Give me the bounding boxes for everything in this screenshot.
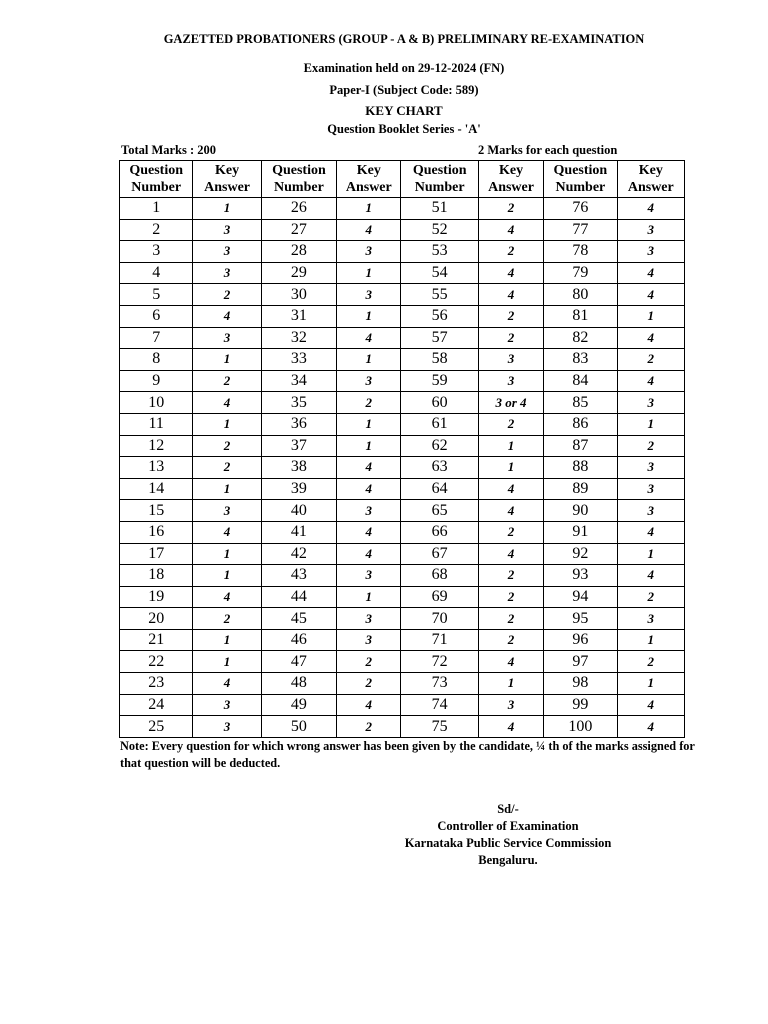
question-number-cell: 24: [120, 694, 193, 716]
question-number-cell: 88: [544, 457, 617, 479]
question-number-cell: 40: [261, 500, 336, 522]
question-number-cell: 53: [401, 241, 478, 263]
question-number-cell: 60: [401, 392, 478, 414]
question-number-cell: 22: [120, 651, 193, 673]
question-number-cell: 59: [401, 370, 478, 392]
question-number-cell: 44: [261, 586, 336, 608]
question-number-cell: 68: [401, 565, 478, 587]
key-answer-cell: 2: [337, 651, 401, 673]
question-number-cell: 26: [261, 198, 336, 220]
key-answer-cell: 1: [193, 413, 261, 435]
key-answer-cell: 1: [337, 435, 401, 457]
key-answer-cell: 3: [337, 284, 401, 306]
question-number-cell: 76: [544, 198, 617, 220]
question-number-cell: 25: [120, 716, 193, 738]
question-number-cell: 79: [544, 262, 617, 284]
key-answer-cell: 3: [337, 370, 401, 392]
table-row: [120, 370, 685, 392]
key-answer-cell: 2: [478, 608, 543, 630]
question-number-cell: 28: [261, 241, 336, 263]
key-answer-cell: 3: [337, 565, 401, 587]
question-number-cell: 57: [401, 327, 478, 349]
key-answer-cell: 3: [478, 370, 543, 392]
key-answer-cell: 4: [617, 565, 684, 587]
table-row: [120, 586, 685, 608]
question-number-cell: 65: [401, 500, 478, 522]
table-header-row: [120, 161, 685, 198]
key-chart-heading: KEY CHART: [365, 103, 443, 118]
key-answer-cell: 2: [478, 629, 543, 651]
key-answer-cell: 1: [478, 435, 543, 457]
key-answer-cell: 1: [478, 673, 543, 695]
table-row: [120, 305, 685, 327]
table-row: [120, 392, 685, 414]
question-number-header: Question Number: [120, 161, 193, 198]
key-answer-cell: 2: [478, 198, 543, 220]
key-answer-cell: 3: [617, 478, 684, 500]
key-answer-cell: 1: [617, 305, 684, 327]
question-number-cell: 70: [401, 608, 478, 630]
key-answer-cell: 4: [617, 284, 684, 306]
question-number-cell: 95: [544, 608, 617, 630]
key-answer-cell: 3: [337, 608, 401, 630]
question-number-cell: 77: [544, 219, 617, 241]
question-number-cell: 63: [401, 457, 478, 479]
key-answer-cell: 4: [337, 521, 401, 543]
question-number-cell: 51: [401, 198, 478, 220]
key-answer-cell: 2: [478, 565, 543, 587]
question-number-cell: 81: [544, 305, 617, 327]
question-number-cell: 7: [120, 327, 193, 349]
key-answer-cell: 2: [478, 305, 543, 327]
key-answer-cell: 4: [193, 673, 261, 695]
key-answer-cell: 4: [617, 262, 684, 284]
key-answer-cell: 1: [478, 457, 543, 479]
signatory-designation: Controller of Examination: [437, 819, 579, 833]
marks-per-question: 2 Marks for each question: [478, 143, 618, 157]
table-row: [120, 435, 685, 457]
question-number-cell: 93: [544, 565, 617, 587]
table-row: [120, 413, 685, 435]
key-answer-cell: 3: [478, 349, 543, 371]
key-answer-cell: 3: [617, 500, 684, 522]
key-answer-cell: 1: [337, 349, 401, 371]
question-number-cell: 91: [544, 521, 617, 543]
question-number-cell: 5: [120, 284, 193, 306]
question-number-cell: 17: [120, 543, 193, 565]
key-answer-cell: 1: [193, 565, 261, 587]
question-number-cell: 3: [120, 241, 193, 263]
key-answer-cell: 3: [337, 629, 401, 651]
table-row: [120, 198, 685, 220]
key-answer-cell: 4: [617, 370, 684, 392]
question-number-cell: 69: [401, 586, 478, 608]
key-answer-header: Key Answer: [478, 161, 543, 198]
question-number-cell: 48: [261, 673, 336, 695]
question-number-cell: 42: [261, 543, 336, 565]
key-answer-cell: 4: [617, 198, 684, 220]
question-number-cell: 6: [120, 305, 193, 327]
question-number-cell: 11: [120, 413, 193, 435]
key-answer-cell: 2: [617, 651, 684, 673]
key-answer-cell: 4: [337, 543, 401, 565]
key-answer-cell: 2: [478, 241, 543, 263]
key-answer-cell: 1: [617, 543, 684, 565]
key-answer-cell: 4: [193, 521, 261, 543]
question-number-cell: 66: [401, 521, 478, 543]
key-answer-cell: 2: [617, 586, 684, 608]
question-number-cell: 55: [401, 284, 478, 306]
question-number-cell: 84: [544, 370, 617, 392]
key-answer-cell: 3: [193, 694, 261, 716]
key-answer-cell: 2: [478, 521, 543, 543]
key-answer-cell: 3: [193, 262, 261, 284]
question-number-cell: 14: [120, 478, 193, 500]
question-number-cell: 90: [544, 500, 617, 522]
key-answer-cell: 3: [193, 500, 261, 522]
question-number-cell: 33: [261, 349, 336, 371]
key-answer-cell: 2: [337, 673, 401, 695]
key-answer-cell: 4: [337, 694, 401, 716]
signature-sd: Sd/-: [497, 802, 519, 816]
key-answer-header: Key Answer: [337, 161, 401, 198]
key-answer-cell: 1: [193, 349, 261, 371]
question-number-cell: 75: [401, 716, 478, 738]
question-number-cell: 97: [544, 651, 617, 673]
question-number-cell: 49: [261, 694, 336, 716]
key-answer-header: Key Answer: [617, 161, 684, 198]
question-number-cell: 52: [401, 219, 478, 241]
question-number-cell: 15: [120, 500, 193, 522]
table-row: [120, 219, 685, 241]
question-number-cell: 27: [261, 219, 336, 241]
key-answer-cell: 2: [337, 716, 401, 738]
question-number-cell: 18: [120, 565, 193, 587]
key-answer-cell: 1: [337, 586, 401, 608]
question-number-cell: 23: [120, 673, 193, 695]
key-answer-cell: 4: [478, 543, 543, 565]
table-row: [120, 327, 685, 349]
key-answer-table: [119, 160, 685, 738]
question-number-cell: 38: [261, 457, 336, 479]
question-number-cell: 71: [401, 629, 478, 651]
key-answer-cell: 1: [337, 413, 401, 435]
key-answer-cell: 2: [193, 435, 261, 457]
table-row: [120, 478, 685, 500]
question-number-cell: 56: [401, 305, 478, 327]
table-row: [120, 543, 685, 565]
question-number-cell: 41: [261, 521, 336, 543]
question-number-cell: 78: [544, 241, 617, 263]
question-number-cell: 92: [544, 543, 617, 565]
key-answer-cell: 4: [478, 478, 543, 500]
key-answer-header: Key Answer: [193, 161, 261, 198]
key-answer-cell: 4: [478, 500, 543, 522]
key-answer-cell: 3: [617, 392, 684, 414]
key-answer-cell: 4: [617, 716, 684, 738]
table-row: [120, 457, 685, 479]
key-answer-cell: 2: [478, 413, 543, 435]
question-number-cell: 1: [120, 198, 193, 220]
paper-subject-code: Paper-I (Subject Code: 589): [329, 83, 479, 97]
key-answer-cell: 1: [193, 629, 261, 651]
key-answer-cell: 2: [617, 349, 684, 371]
key-answer-cell: 3 or 4: [478, 392, 543, 414]
key-answer-cell: 1: [193, 198, 261, 220]
question-number-cell: 87: [544, 435, 617, 457]
question-number-cell: 80: [544, 284, 617, 306]
table-row: [120, 349, 685, 371]
question-number-header: Question Number: [401, 161, 478, 198]
table-row: [120, 629, 685, 651]
key-answer-cell: 3: [193, 716, 261, 738]
total-marks: Total Marks : 200: [121, 143, 217, 157]
key-answer-cell: 2: [478, 327, 543, 349]
key-answer-cell: 2: [478, 586, 543, 608]
table-row: [120, 694, 685, 716]
key-answer-cell: 1: [617, 629, 684, 651]
table-row: [120, 673, 685, 695]
signatory-place: Bengaluru.: [478, 853, 538, 867]
question-number-cell: 9: [120, 370, 193, 392]
question-number-cell: 83: [544, 349, 617, 371]
question-number-cell: 86: [544, 413, 617, 435]
question-number-cell: 89: [544, 478, 617, 500]
key-answer-cell: 3: [337, 500, 401, 522]
key-answer-cell: 3: [617, 608, 684, 630]
question-number-cell: 13: [120, 457, 193, 479]
key-answer-cell: 4: [617, 327, 684, 349]
document-title: GAZETTED PROBATIONERS (GROUP - A & B) PRELIMINARY RE-EXAMINATION: [163, 32, 645, 46]
table-row: [120, 262, 685, 284]
question-number-cell: 100: [544, 716, 617, 738]
key-answer-cell: 4: [478, 219, 543, 241]
question-number-cell: 37: [261, 435, 336, 457]
question-number-cell: 8: [120, 349, 193, 371]
key-answer-cell: 3: [193, 219, 261, 241]
question-number-cell: 4: [120, 262, 193, 284]
question-number-cell: 43: [261, 565, 336, 587]
key-answer-cell: 3: [337, 241, 401, 263]
table-row: [120, 716, 685, 738]
key-answer-cell: 4: [337, 327, 401, 349]
question-number-cell: 2: [120, 219, 193, 241]
question-number-cell: 74: [401, 694, 478, 716]
question-number-cell: 54: [401, 262, 478, 284]
key-answer-cell: 2: [337, 392, 401, 414]
question-number-cell: 16: [120, 521, 193, 543]
deduction-note: Note: Every question for which wrong answer has been given by the candidate, ¼ th of the marks assigned for that question will be deducted.: [120, 739, 695, 770]
key-answer-cell: 4: [193, 305, 261, 327]
question-number-cell: 99: [544, 694, 617, 716]
question-number-cell: 85: [544, 392, 617, 414]
key-answer-cell: 1: [337, 305, 401, 327]
table-row: [120, 565, 685, 587]
key-answer-cell: 1: [337, 198, 401, 220]
table-row: [120, 500, 685, 522]
key-answer-cell: 4: [337, 219, 401, 241]
question-number-cell: 36: [261, 413, 336, 435]
question-number-cell: 67: [401, 543, 478, 565]
question-number-cell: 34: [261, 370, 336, 392]
table-row: [120, 608, 685, 630]
question-number-cell: 10: [120, 392, 193, 414]
key-answer-cell: 4: [478, 262, 543, 284]
question-number-cell: 39: [261, 478, 336, 500]
key-answer-cell: 4: [617, 694, 684, 716]
key-answer-cell: 3: [193, 327, 261, 349]
key-answer-cell: 2: [193, 284, 261, 306]
key-answer-cell: 4: [337, 478, 401, 500]
table-row: [120, 651, 685, 673]
question-number-cell: 73: [401, 673, 478, 695]
question-number-cell: 45: [261, 608, 336, 630]
key-answer-cell: 3: [193, 241, 261, 263]
key-answer-cell: 4: [478, 651, 543, 673]
key-answer-cell: 1: [617, 413, 684, 435]
question-number-header: Question Number: [261, 161, 336, 198]
question-number-cell: 20: [120, 608, 193, 630]
key-answer-cell: 1: [337, 262, 401, 284]
exam-date: Examination held on 29-12-2024 (FN): [303, 61, 505, 75]
key-answer-cell: 2: [193, 370, 261, 392]
key-answer-cell: 2: [193, 457, 261, 479]
key-answer-cell: 4: [193, 586, 261, 608]
question-number-cell: 72: [401, 651, 478, 673]
key-answer-cell: 4: [617, 521, 684, 543]
booklet-series: Question Booklet Series - 'A': [327, 122, 481, 136]
key-answer-cell: 3: [617, 241, 684, 263]
question-number-cell: 32: [261, 327, 336, 349]
key-answer-cell: 1: [193, 478, 261, 500]
key-answer-cell: 1: [193, 543, 261, 565]
question-number-cell: 19: [120, 586, 193, 608]
table-row: [120, 241, 685, 263]
key-answer-cell: 1: [193, 651, 261, 673]
key-answer-cell: 2: [617, 435, 684, 457]
key-answer-cell: 3: [617, 457, 684, 479]
question-number-cell: 29: [261, 262, 336, 284]
question-number-header: Question Number: [544, 161, 617, 198]
question-number-cell: 94: [544, 586, 617, 608]
question-number-cell: 61: [401, 413, 478, 435]
key-answer-cell: 4: [193, 392, 261, 414]
key-answer-cell: 1: [617, 673, 684, 695]
question-number-cell: 30: [261, 284, 336, 306]
question-number-cell: 64: [401, 478, 478, 500]
question-number-cell: 82: [544, 327, 617, 349]
question-number-cell: 96: [544, 629, 617, 651]
question-number-cell: 35: [261, 392, 336, 414]
key-answer-cell: 2: [193, 608, 261, 630]
table-row: [120, 521, 685, 543]
table-row: [120, 284, 685, 306]
question-number-cell: 31: [261, 305, 336, 327]
key-answer-cell: 4: [478, 284, 543, 306]
question-number-cell: 47: [261, 651, 336, 673]
question-number-cell: 46: [261, 629, 336, 651]
question-number-cell: 21: [120, 629, 193, 651]
question-number-cell: 98: [544, 673, 617, 695]
key-answer-cell: 4: [478, 716, 543, 738]
question-number-cell: 58: [401, 349, 478, 371]
signatory-organisation: Karnataka Public Service Commission: [404, 836, 612, 850]
key-answer-cell: 3: [478, 694, 543, 716]
key-answer-cell: 4: [337, 457, 401, 479]
question-number-cell: 50: [261, 716, 336, 738]
key-answer-cell: 3: [617, 219, 684, 241]
question-number-cell: 62: [401, 435, 478, 457]
question-number-cell: 12: [120, 435, 193, 457]
